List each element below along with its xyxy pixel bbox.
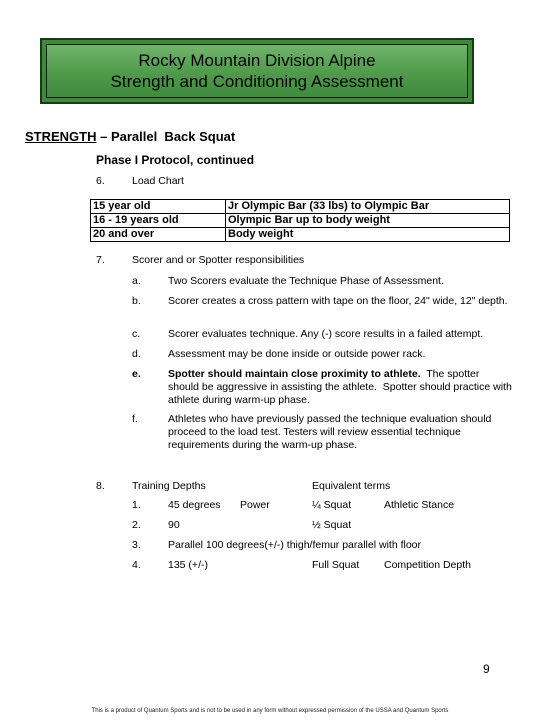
depth-row-number: 3. [132,539,141,551]
equivalent-term: Full Squat [312,559,360,571]
equivalent-terms-label: Equivalent terms [312,480,391,492]
depth-row-number: 2. [132,519,141,531]
table-cell-load: Jr Olympic Bar (33 lbs) to Olympic Bar [226,200,510,214]
heading-rest: – Parallel Back Squat [96,129,236,144]
banner-title-line2: Strength and Conditioning Assessment [110,72,404,91]
depth-value: Parallel 100 degrees(+/-) thigh/femur parallel with floor [168,539,421,551]
equivalent-term: ¼ Squat [312,499,352,511]
equivalent-term-2: Competition Depth [384,559,471,571]
page-number: 9 [483,662,490,676]
item-6-number: 6. [96,175,105,187]
subitem-text: Scorer evaluates technique. Any (-) score results in a failed attempt. [168,328,484,340]
table-cell-age: 20 and over [91,228,226,242]
equivalent-term-2: Athletic Stance [384,499,455,511]
depth-value: 45 degrees [168,499,221,511]
table-cell-load: Body weight [226,228,510,242]
table-cell-load: Olympic Bar up to body weight [226,214,510,228]
subitem-text [168,368,513,407]
subitem-letter: b. [132,295,141,307]
item-7-number: 7. [96,254,105,266]
subitem-text: Assessment may be done inside or outside power rack. [168,348,426,360]
title-banner-inner [46,44,468,98]
subitem-letter: c. [132,328,141,340]
item-7-label: Scorer and or Spotter responsibilities [132,254,305,266]
table-row [91,228,510,242]
table-cell-age: 15 year old [91,200,226,214]
subitem-text: Scorer creates a cross pattern with tape on the floor, 24" wide, 12" depth. [168,295,508,307]
subitem-text: Two Scorers evaluate the Technique Phase of Assessment. [168,275,444,287]
table-row [91,200,510,214]
subitem-text: Athletes who have previously passed the technique evaluation should proceed to the load test. Testers will review essential technique requirements during the warm-up phase. [168,413,492,451]
subitem-letter: d. [132,348,141,360]
subitem-rest-text: The spotter should be aggressive in assisting the athlete. Spotter should practice with athlete during warm-up phase. [168,368,515,406]
heading-strength: STRENGTH [25,129,97,144]
footer-notice: This is a product of Quantum Sports and is not to be used in any form without expressed permission of the USSA and Quantum Sports [91,708,449,714]
subitem-letter: e. [132,368,141,380]
item-8-label: Training Depths [132,480,206,492]
banner-title-line1: Rocky Mountain Division Alpine [138,51,376,70]
item-8-number: 8. [96,480,105,492]
depth-extra: Power [240,499,270,511]
subitem-letter: a. [132,275,141,287]
depth-row-number: 1. [132,499,141,511]
table-cell-age: 16 - 19 years old [91,214,226,228]
subitem-letter: f. [132,413,138,425]
subitem-bold-text: Spotter should maintain close proximity to athlete. [168,368,421,380]
depth-value: 90 [168,519,180,531]
phase-title: Phase I Protocol, continued [96,153,255,167]
table-row [91,214,510,228]
depth-row-number: 4. [132,559,141,571]
item-6-label: Load Chart [132,175,184,187]
equivalent-term: ½ Squat [312,519,352,531]
title-banner [40,38,474,104]
depth-value: 135 (+/-) [168,559,208,571]
section-heading [25,129,235,144]
load-chart-table [90,199,510,242]
